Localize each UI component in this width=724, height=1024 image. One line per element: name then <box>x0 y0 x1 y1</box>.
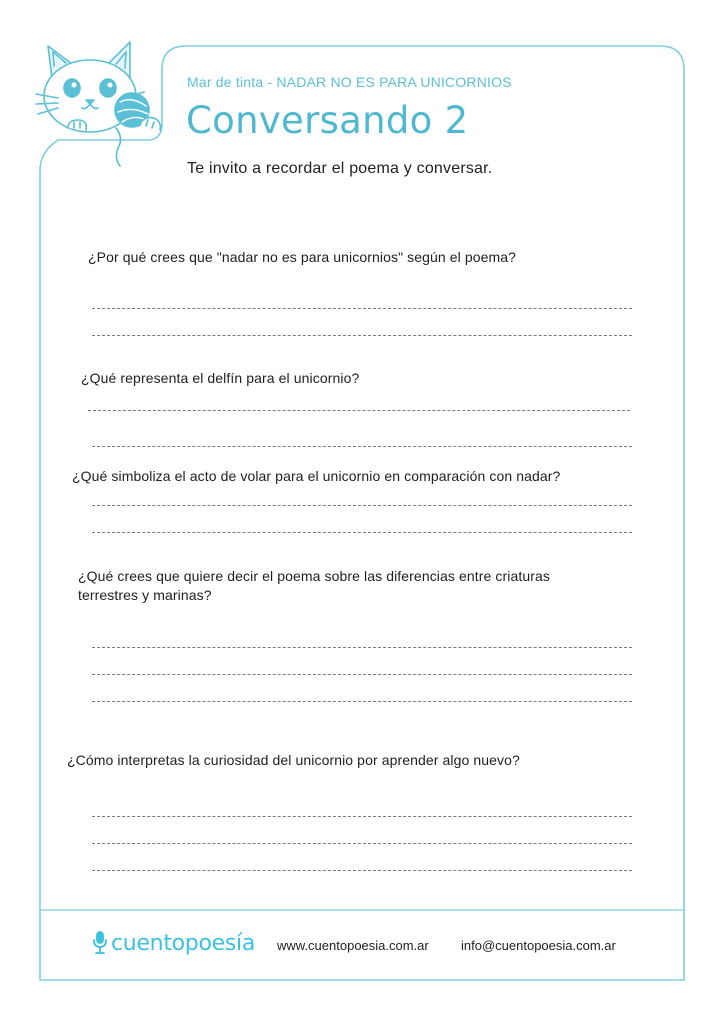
email-link[interactable]: info@cuentopoesia.com.ar <box>461 938 616 953</box>
answer-line[interactable] <box>92 701 632 702</box>
brand-logo[interactable]: cuentopoesía <box>111 931 256 956</box>
question-4: ¿Qué crees que quiere decir el poema sobre las diferencias entre criaturas terrestres y marinas? <box>78 568 550 603</box>
microphone-logo-icon <box>92 930 108 956</box>
question-2: ¿Qué representa el delfín para el unicornio? <box>81 370 360 386</box>
website-link[interactable]: www.cuentopoesia.com.ar <box>277 938 429 953</box>
answer-line[interactable] <box>92 870 632 871</box>
answer-line[interactable] <box>92 335 632 336</box>
page-title: Conversando 2 <box>186 99 469 142</box>
answer-line[interactable] <box>92 647 632 648</box>
answer-line[interactable] <box>92 532 632 533</box>
answer-line[interactable] <box>92 843 632 844</box>
answer-line[interactable] <box>92 816 632 817</box>
question-5: ¿Cómo interpretas la curiosidad del unicornio por aprender algo nuevo? <box>67 752 520 768</box>
question-1: ¿Por qué crees que "nadar no es para unicornios" según el poema? <box>88 249 517 265</box>
cat-with-yarn-icon <box>28 36 178 176</box>
answer-line[interactable] <box>92 674 632 675</box>
answer-line[interactable] <box>92 446 632 447</box>
answer-line[interactable] <box>88 410 630 411</box>
answer-line[interactable] <box>92 505 632 506</box>
intro-text: Te invito a recordar el poema y conversar. <box>187 160 493 177</box>
series-subtitle: Mar de tinta - NADAR NO ES PARA UNICORNIOS <box>187 74 512 90</box>
answer-line[interactable] <box>92 308 632 309</box>
question-3: ¿Qué simboliza el acto de volar para el unicornio en comparación con nadar? <box>72 468 561 484</box>
